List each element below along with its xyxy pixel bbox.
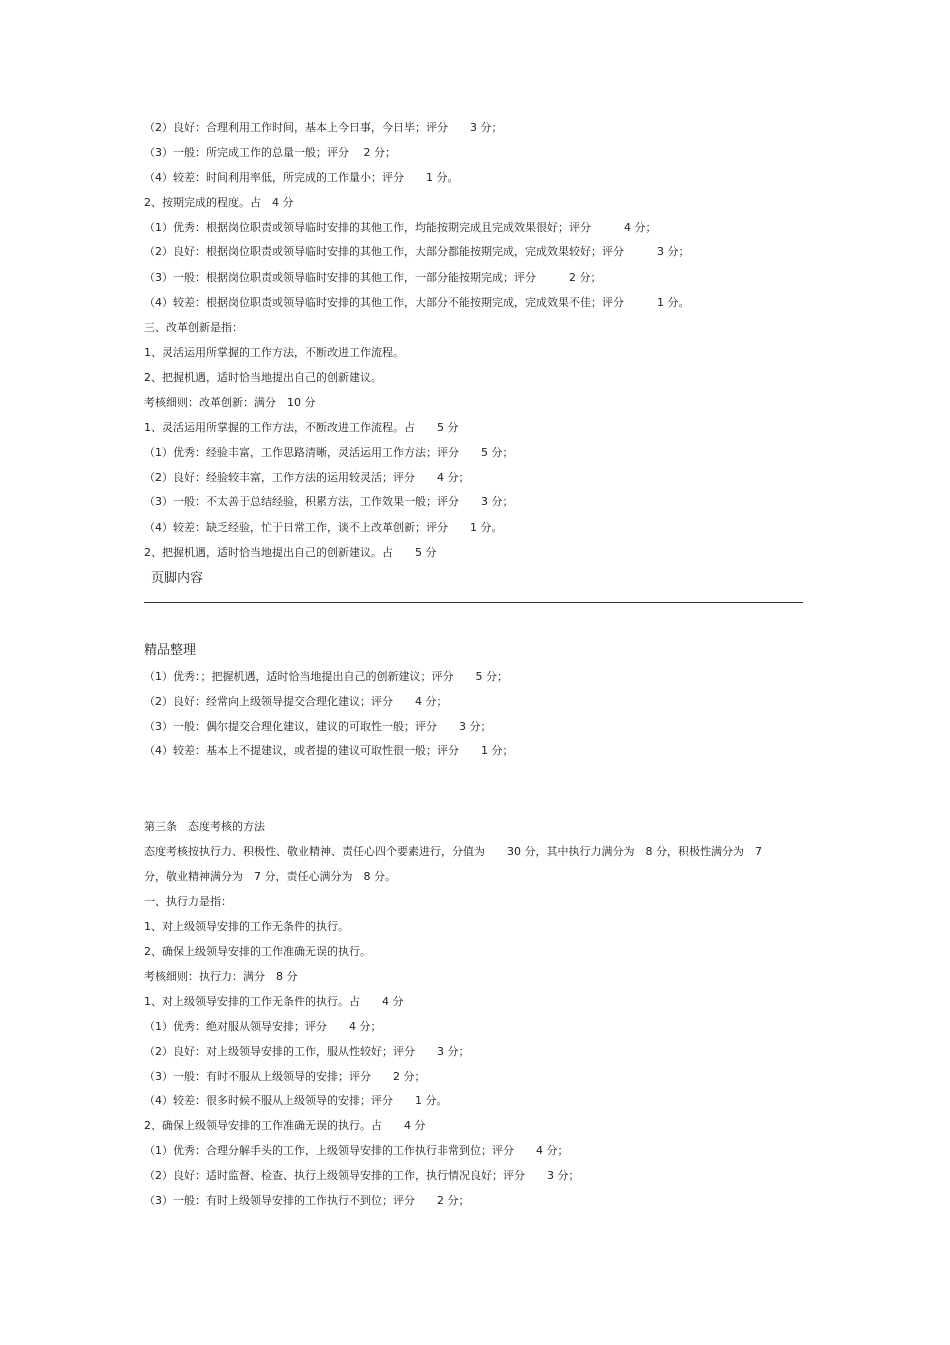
section-heading: 三、改革创新是指： bbox=[144, 321, 243, 334]
text-line: （2）良好：对上级领导安排的工作，服从性较好；评分 3 分； bbox=[144, 1045, 470, 1058]
text-line: 2、确保上级领导安排的工作准确无误的执行。占 4 分 bbox=[144, 1119, 426, 1132]
text-line: （4）较差：时间利用率低，所完成的工作量小；评分 1 分。 bbox=[144, 171, 459, 184]
text-line: （3）一般：根据岗位职责或领导临时安排的其他工作，一部分能按期完成；评分 2 分； bbox=[144, 271, 602, 284]
text-line: 1、对上级领导安排的工作无条件的执行。占 4 分 bbox=[144, 995, 404, 1008]
text-line: （1）优秀：合理分解手头的工作，上级领导安排的工作执行非常到位；评分 4 分； bbox=[144, 1144, 569, 1157]
text-line: （1）优秀：绝对服从领导安排；评分 4 分； bbox=[144, 1020, 382, 1033]
section-heading: 一、执行力是指： bbox=[144, 895, 232, 908]
text-line: 2、确保上级领导安排的工作准确无误的执行。 bbox=[144, 945, 371, 958]
text-line: 2、把握机遇，适时恰当地提出自己的创新建议。占 5 分 bbox=[144, 546, 437, 559]
text-line: （2）良好：经常向上级领导提交合理化建议；评分 4 分； bbox=[144, 695, 448, 708]
text-line: （3）一般：有时上级领导安排的工作执行不到位；评分 2 分； bbox=[144, 1194, 470, 1207]
text-line: （4）较差：基本上不提建议，或者提的建议可取性很一般；评分 1 分； bbox=[144, 744, 514, 757]
article-heading: 第三条 态度考核的方法 bbox=[144, 820, 265, 833]
text-line: 分，敬业精神满分为 7 分，责任心满分为 8 分。 bbox=[144, 870, 396, 883]
text-line: （4）较差：很多时候不服从上级领导的安排；评分 1 分。 bbox=[144, 1094, 448, 1107]
text-line: （2）良好：适时监督、检查、执行上级领导安排的工作，执行情况良好；评分 3 分； bbox=[144, 1169, 580, 1182]
text-line: 态度考核按执行力、积极性、敬业精神、责任心四个要素进行，分值为 30 分，其中执行力满分为 8 分，积极性满分为 7 bbox=[144, 845, 762, 858]
page-header-label: 精品整理 bbox=[144, 643, 197, 658]
text-line: （3）一般：不太善于总结经验，积累方法，工作效果一般；评分 3 分； bbox=[144, 495, 514, 508]
text-line: 1、对上级领导安排的工作无条件的执行。 bbox=[144, 920, 349, 933]
text-line: （2）良好：根据岗位职责或领导临时安排的其他工作，大部分都能按期完成，完成效果较好；评分 3 分； bbox=[144, 245, 690, 258]
footer-divider bbox=[144, 602, 803, 603]
text-line: （3）一般：所完成工作的总量一般；评分 2 分； bbox=[144, 146, 396, 159]
text-line: 考核细则：执行力：满分 8 分 bbox=[144, 970, 298, 983]
text-line: 2、把握机遇，适时恰当地提出自己的创新建议。 bbox=[144, 371, 382, 384]
text-line: 1、灵活运用所掌握的工作方法，不断改进工作流程。占 5 分 bbox=[144, 421, 459, 434]
text-line: 1、灵活运用所掌握的工作方法，不断改进工作流程。 bbox=[144, 346, 404, 359]
text-line: （1）优秀：经验丰富，工作思路清晰，灵活运用工作方法；评分 5 分； bbox=[144, 446, 514, 459]
text-line: （3）一般：偶尔提交合理化建议，建议的可取性一般；评分 3 分； bbox=[144, 720, 492, 733]
text-line: （4）较差：缺乏经验，忙于日常工作，谈不上改革创新；评分 1 分。 bbox=[144, 521, 503, 534]
text-line: （1）优秀：；把握机遇，适时恰当地提出自己的创新建议；评分 5 分； bbox=[144, 670, 508, 683]
text-line: 考核细则：改革创新：满分 10 分 bbox=[144, 396, 316, 409]
text-line: （2）良好：经验较丰富，工作方法的运用较灵活；评分 4 分； bbox=[144, 471, 470, 484]
text-line: （1）优秀：根据岗位职责或领导临时安排的其他工作，均能按期完成且完成效果很好；评分 4 分； bbox=[144, 221, 657, 234]
text-line: （3）一般：有时不服从上级领导的安排；评分 2 分； bbox=[144, 1070, 426, 1083]
text-line: 2、按期完成的程度。占 4 分 bbox=[144, 196, 294, 209]
text-line: （4）较差：根据岗位职责或领导临时安排的其他工作，大部分不能按期完成，完成效果不佳；评分 1 分。 bbox=[144, 296, 690, 309]
text-line: （2）良好：合理利用工作时间，基本上今日事，今日毕；评分 3 分； bbox=[144, 121, 503, 134]
page-footer-label: 页脚内容 bbox=[151, 571, 204, 586]
